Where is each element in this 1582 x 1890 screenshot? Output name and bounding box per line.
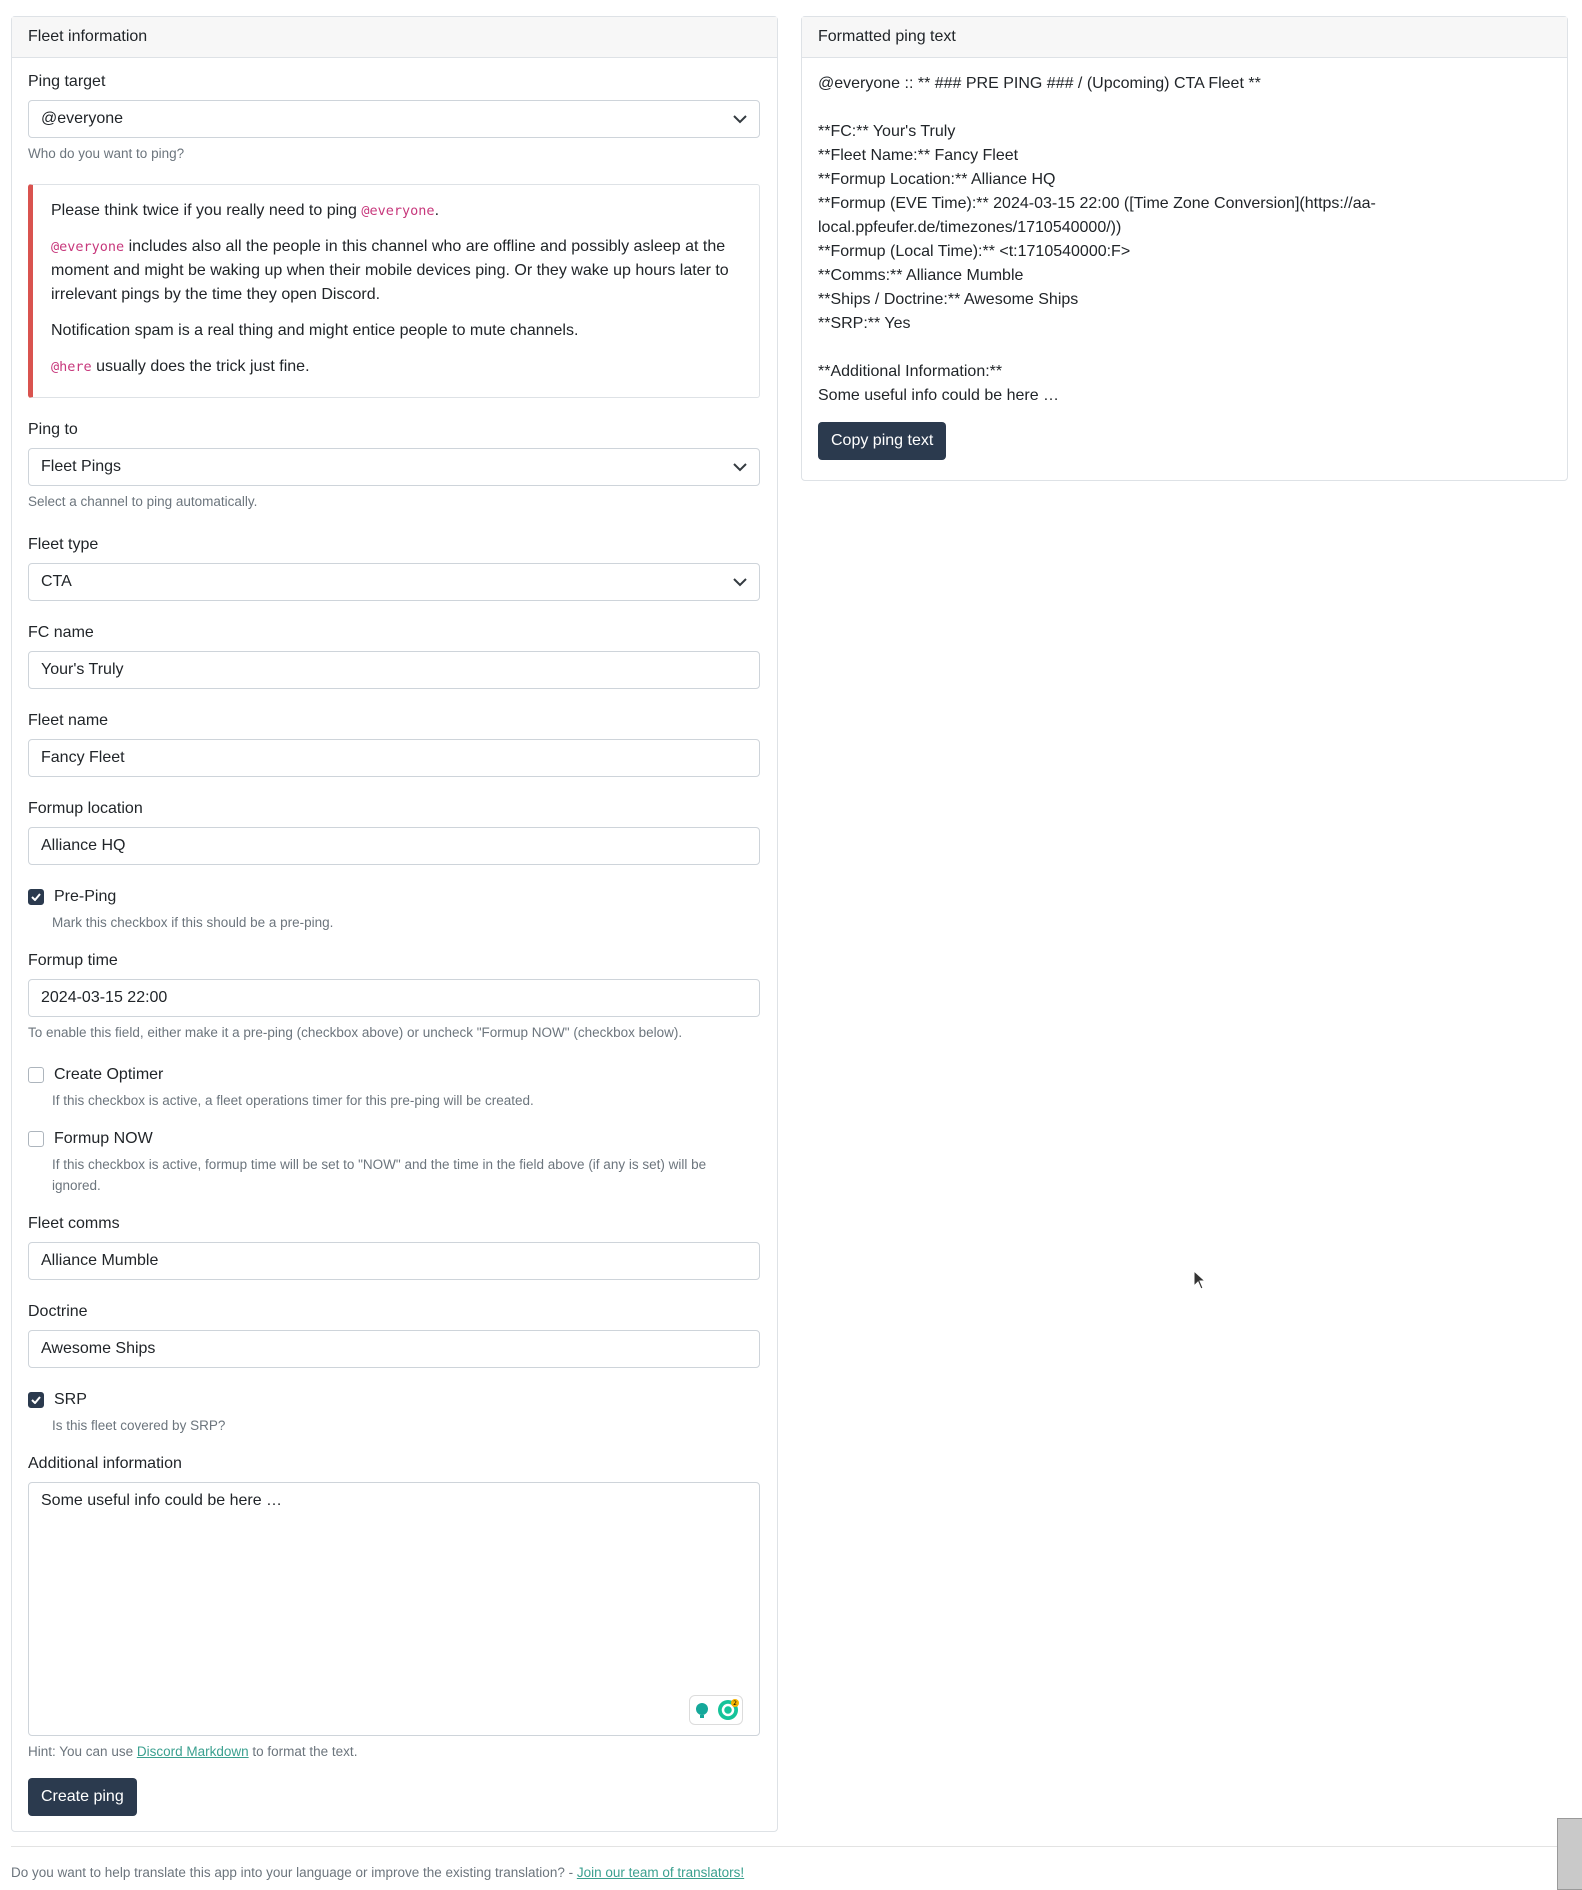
hint-text: Hint: You can use (28, 1744, 137, 1759)
ping-target-select[interactable] (28, 100, 760, 138)
formup-now-label[interactable]: Formup NOW (54, 1130, 153, 1148)
footer-divider (11, 1846, 1566, 1847)
warning-paragraph (51, 199, 741, 223)
discord-markdown-link[interactable]: Discord Markdown (136, 1744, 249, 1759)
formup-location-label: Formup location (28, 799, 143, 817)
check-icon (31, 893, 41, 901)
ping-text-line: @everyone :: ** ### PRE PING ### / (Upcoming) CTA Fleet ** (818, 75, 1261, 92)
fleet-name-label: Fleet name (28, 711, 109, 729)
ping-target-value: @everyone (41, 110, 124, 127)
fleet-type-value: CTA (41, 572, 72, 590)
doctrine-label: Doctrine (28, 1302, 88, 1320)
grammarly-widget[interactable] (689, 1695, 743, 1725)
fleet-comms-label: Fleet comms (28, 1214, 120, 1232)
additional-info-textarea[interactable] (28, 1482, 760, 1736)
additional-info-value: Some useful info could be here … (41, 1492, 283, 1509)
ping-text-line: **SRP:** Yes (818, 315, 911, 332)
ping-target-label: Ping target (28, 73, 106, 90)
fc-name-input[interactable]: Your's Truly (28, 651, 760, 689)
chevron-down-icon (733, 449, 747, 485)
pre-ping-label[interactable]: Pre-Ping (54, 887, 117, 905)
panel-title: Formatted ping text (802, 17, 1567, 58)
formup-location-input[interactable]: Alliance HQ (28, 827, 760, 865)
copy-ping-text-button[interactable]: Copy ping text (818, 422, 946, 460)
formup-now-checkbox[interactable] (28, 1131, 44, 1147)
footer-text: Do you want to help translate this app into your language or improve the existing translation? - (11, 1865, 577, 1880)
srp-help: Is this fleet covered by SRP? (52, 1417, 226, 1433)
grammarly-badge-count: 2 (733, 1700, 737, 1707)
warning-paragraph (51, 235, 741, 307)
ping-text-line: Some useful info could be here … (818, 387, 1060, 404)
debug-toolbar-handle[interactable] (1557, 1818, 1582, 1890)
warning-text: usually does the trick just fine. (91, 358, 310, 376)
ping-text-line (818, 96, 1551, 120)
panel-title: Fleet information (12, 17, 777, 58)
hint-text: to format the text. (248, 1744, 358, 1759)
markdown-hint (28, 1742, 761, 1762)
formup-time-input[interactable]: 2024-03-15 22:00 (28, 979, 760, 1017)
formatted-ping-text (818, 72, 1551, 408)
translation-footer (11, 1863, 744, 1883)
pre-ping-checkbox[interactable] (28, 889, 44, 905)
ping-to-value: Fleet Pings (41, 458, 122, 476)
chevron-down-icon (733, 101, 747, 137)
lightbulb-icon (693, 1701, 711, 1719)
formup-time-label: Formup time (28, 951, 118, 969)
code-everyone: @everyone (51, 239, 125, 256)
code-everyone: @everyone (361, 203, 435, 220)
fleet-information-panel (11, 16, 778, 1832)
additional-info-label: Additional information (28, 1455, 182, 1472)
grammarly-icon (717, 1699, 739, 1721)
pre-ping-help: Mark this checkbox if this should be a pre-ping. (52, 914, 334, 930)
create-optimer-help: If this checkbox is active, a fleet operations timer for this pre-ping will be created. (52, 1093, 534, 1108)
ping-text-line: **Ships / Doctrine:** Awesome Ships (818, 291, 1079, 308)
formup-now-help: If this checkbox is active, formup time will be set to "NOW" and the time in the field above (if any is set) will be ignored. (52, 1157, 707, 1193)
fleet-type-select[interactable] (28, 563, 760, 601)
srp-checkbox[interactable] (28, 1392, 44, 1408)
doctrine-input[interactable]: Awesome Ships (28, 1330, 760, 1368)
ping-text-line: **Comms:** Alliance Mumble (818, 267, 1024, 284)
warning-paragraph (51, 355, 741, 379)
chevron-down-icon (733, 564, 747, 600)
fleet-type-label: Fleet type (28, 535, 99, 553)
ping-target-help: Who do you want to ping? (28, 146, 185, 161)
code-here: @here (51, 359, 92, 376)
fc-name-label: FC name (28, 623, 94, 641)
create-ping-button[interactable]: Create ping (28, 1778, 137, 1816)
formatted-ping-panel (801, 16, 1568, 481)
ping-text-line: **Formup (Local Time):** <t:1710540000:F> (818, 243, 1131, 260)
warning-text: Please think twice if you really need to ping (51, 202, 362, 220)
ping-text-line: **Additional Information:** (818, 363, 1003, 380)
ping-text-line: **Formup (EVE Time):** 2024-03-15 22:00 ([Time Zone Conversion](https://aa-local.ppfeufer.de/timezones/1710540000/)) (818, 195, 1376, 236)
check-icon (31, 1396, 41, 1404)
fleet-name-input[interactable]: Fancy Fleet (28, 739, 760, 777)
create-optimer-checkbox[interactable] (28, 1067, 44, 1083)
srp-label[interactable]: SRP (54, 1390, 87, 1408)
ping-text-line (818, 336, 1551, 360)
formup-time-help: To enable this field, either make it a pre-ping (checkbox above) or uncheck "Formup NOW" (checkbox below). (28, 1024, 683, 1040)
fleet-comms-input[interactable]: Alliance Mumble (28, 1242, 760, 1280)
create-optimer-label[interactable]: Create Optimer (54, 1066, 164, 1083)
ping-text-line: **Fleet Name:** Fancy Fleet (818, 147, 1019, 164)
ping-to-label: Ping to (28, 421, 78, 439)
everyone-warning (28, 184, 760, 398)
mouse-cursor-icon (1193, 1270, 1207, 1298)
ping-to-help: Select a channel to ping automatically. (28, 494, 258, 510)
ping-text-line: **FC:** Your's Truly (818, 123, 956, 140)
warning-text: . (434, 202, 440, 220)
ping-to-select[interactable] (28, 448, 760, 486)
join-translators-link[interactable]: Join our team of translators! (576, 1865, 745, 1880)
warning-text: includes also all the people in this channel who are offline and possibly asleep at the moment and might be waking up when their mobile devices ping. Or they wake up hours later to irrelevant pings by the time they open Discord. (51, 238, 729, 304)
ping-text-line: **Formup Location:** Alliance HQ (818, 171, 1056, 188)
warning-paragraph: Notification spam is a real thing and might entice people to mute channels. (51, 322, 579, 340)
